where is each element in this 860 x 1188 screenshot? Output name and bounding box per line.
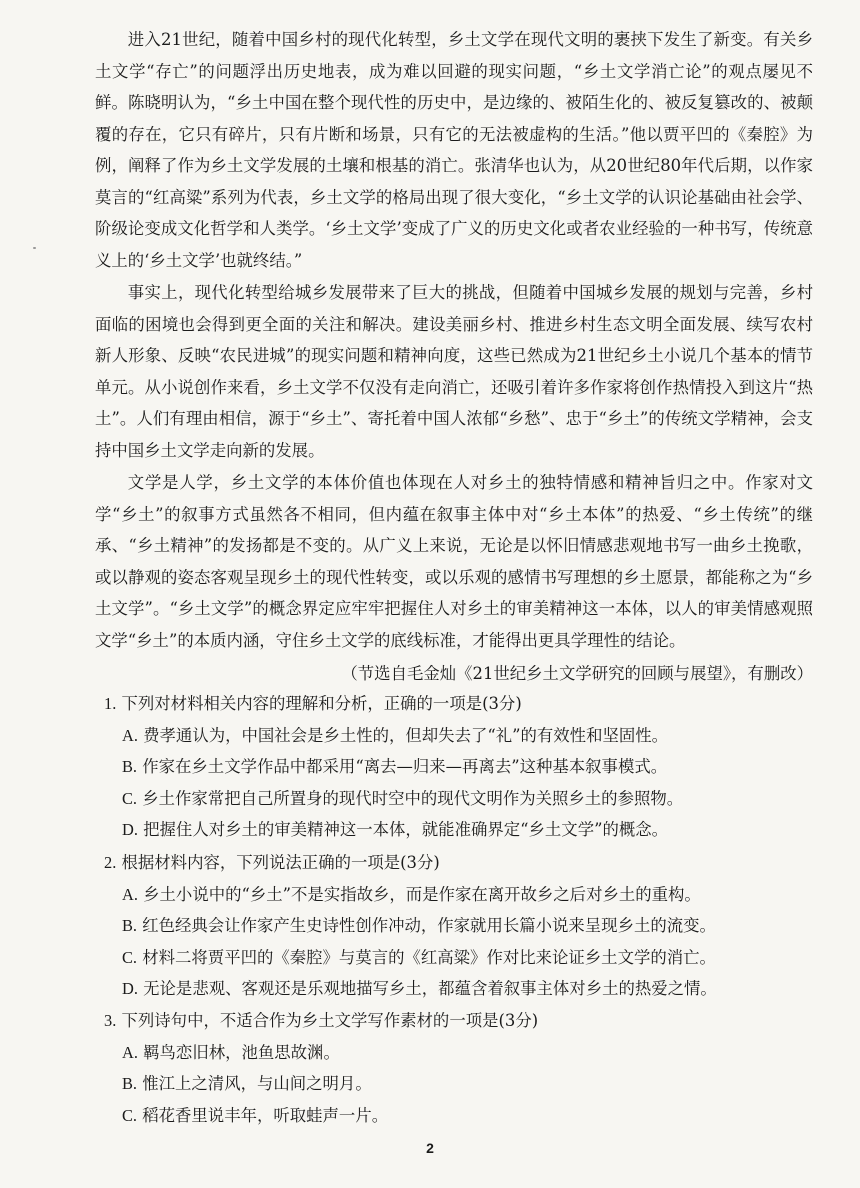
option-text: 惟江上之清风，与山间之明月。 xyxy=(142,1074,372,1093)
question-stem xyxy=(104,688,820,720)
question-number: 2. xyxy=(104,853,117,872)
passage-paragraph-1: 进入21世纪，随着中国乡村的现代化转型，乡土文学在现代文明的裹挟下发生了新变。有关乡土文学“存亡”的问题浮出历史地表，成为难以回避的现实问题，“乡土文学消亡论”的观点屡见不鲜。陈晓明认为，“乡土中国在整个现代性的历史中，是边缘的、被陌生化的、被反复篡改的、被颠覆的存在，它只有碎片，只有片断和场景，只有它的无法被虚构的生活。”他以贾平凹的《秦腔》为例，阐释了作为乡土文学发展的土壤和根基的消亡。张清华也认为，从20世纪80年代后期，以作家莫言的“红高粱”系列为代表，乡土文学的格局出现了很大变化，“乡土文学的认识论基础由社会学、阶级论变成文化哲学和人类学。‘乡土文学’变成了广义的历史文化或者农业经验的一种书写，传统意义上的‘乡土文学’也就终结。” xyxy=(95,30,813,270)
question-text: 根据材料内容，下列说法正确的一项是(3分) xyxy=(121,853,440,872)
option-a xyxy=(104,720,820,752)
option-text: 无论是悲观、客观还是乐观地描写乡土，都蕴含着叙事主体对乡土的热爱之情。 xyxy=(143,979,717,998)
option-c xyxy=(104,1100,820,1132)
question-2 xyxy=(104,847,820,1005)
option-b xyxy=(104,1068,820,1100)
option-text: 材料二将贾平凹的《秦腔》与莫言的《红高粱》作对比来论证乡土文学的消亡。 xyxy=(142,947,716,967)
option-letter: C. xyxy=(122,1105,138,1125)
option-text: 稻花香里说丰年，听取蛙声一片。 xyxy=(142,1105,389,1125)
option-text: 作家在乡土文学作品中都采用“离去—归来—再离去”这种基本叙事模式。 xyxy=(142,757,668,776)
passage-paragraph-3: 文学是人学，乡土文学的本体价值也体现在人对乡土的独特情感和精神旨归之中。作家对文学“乡土”的叙事方式虽然各不相同，但内蕴在叙事主体中对“乡土本体”的热爱、“乡土传统”的继承、“乡土精神”的发扬都是不变的。从广义上来说，无论是以怀旧情感悲观地书写一曲乡土挽歌，或以静观的姿态客观呈现乡土的现代性转变，或以乐观的感情书写理想的乡土愿景，都能称之为“乡土文学”。“乡土文学”的概念界定应牢牢把握住人对乡土的审美精神这一本体，以人的审美情感观照文学“乡土”的本质内涵，守住乡土文学的底线标准，才能得出更具学理性的结论。 xyxy=(95,473,813,650)
page-number: 2 xyxy=(426,1140,434,1156)
question-stem xyxy=(104,1005,820,1037)
question-number: 1. xyxy=(104,694,117,713)
option-letter: B. xyxy=(122,1074,138,1093)
passage-paragraph-2: 事实上，现代化转型给城乡发展带来了巨大的挑战，但随着中国城乡发展的规划与完善，乡村面临的困境也会得到更全面的关注和解决。建设美丽乡村、推进乡村生态文明全面发展、续写农村新人形象、反映“农民进城”的现实问题和精神向度，这些已然成为21世纪乡土小说几个基本的情节单元。从小说创作来看，乡土文学不仅没有走向消亡，还吸引着许多作家将创作热情投入到这片“热土”。人们有理由相信，源于“乡土”、寄托着中国人浓郁“乡愁”、忠于“乡土”的传统文学精神，会支持中国乡土文学走向新的发展。 xyxy=(95,283,813,460)
question-number: 3. xyxy=(104,1011,117,1030)
question-stem xyxy=(104,847,820,879)
option-text: 把握住人对乡土的审美精神这一本体，就能准确界定“乡土文学”的概念。 xyxy=(143,820,669,839)
passage-source: （节选自毛金灿《21世纪乡土文学研究的回顾与展望》，有删改） xyxy=(341,664,813,683)
option-letter: B. xyxy=(122,916,138,935)
option-letter: A. xyxy=(122,1042,138,1062)
option-letter: A. xyxy=(122,884,138,904)
option-b xyxy=(104,910,820,942)
option-text: 羁鸟恋旧林，池鱼思故渊。 xyxy=(143,1042,340,1062)
option-text: 红色经典会让作家产生史诗性创作冲动，作家就用长篇小说来呈现乡土的流变。 xyxy=(142,916,716,935)
option-letter: B. xyxy=(122,757,138,776)
option-letter: C. xyxy=(122,947,138,967)
option-letter: D. xyxy=(122,820,138,839)
option-a xyxy=(104,879,820,911)
option-letter: C. xyxy=(122,788,138,808)
option-a xyxy=(104,1037,820,1069)
question-1 xyxy=(104,688,820,846)
option-d xyxy=(104,973,820,1005)
question-3 xyxy=(104,1005,820,1131)
option-letter: A. xyxy=(122,725,138,745)
option-c xyxy=(104,942,820,974)
option-c xyxy=(104,783,820,815)
option-d xyxy=(104,814,820,846)
option-text: 乡土小说中的“乡土”不是实指故乡，而是作家在离开故乡之后对乡土的重构。 xyxy=(143,884,701,904)
option-b xyxy=(104,751,820,783)
option-text: 费孝通认为，中国社会是乡土性的，但却失去了“礼”的有效性和坚固性。 xyxy=(143,725,669,745)
option-text: 乡土作家常把自己所置身的现代时空中的现代文明作为关照乡土的参照物。 xyxy=(142,788,684,808)
option-letter: D. xyxy=(122,979,138,998)
question-text: 下列对材料相关内容的理解和分析，正确的一项是(3分) xyxy=(121,694,522,713)
scan-speck xyxy=(33,247,36,249)
question-text: 下列诗句中，不适合作为乡土文学写作素材的一项是(3分) xyxy=(121,1011,539,1030)
